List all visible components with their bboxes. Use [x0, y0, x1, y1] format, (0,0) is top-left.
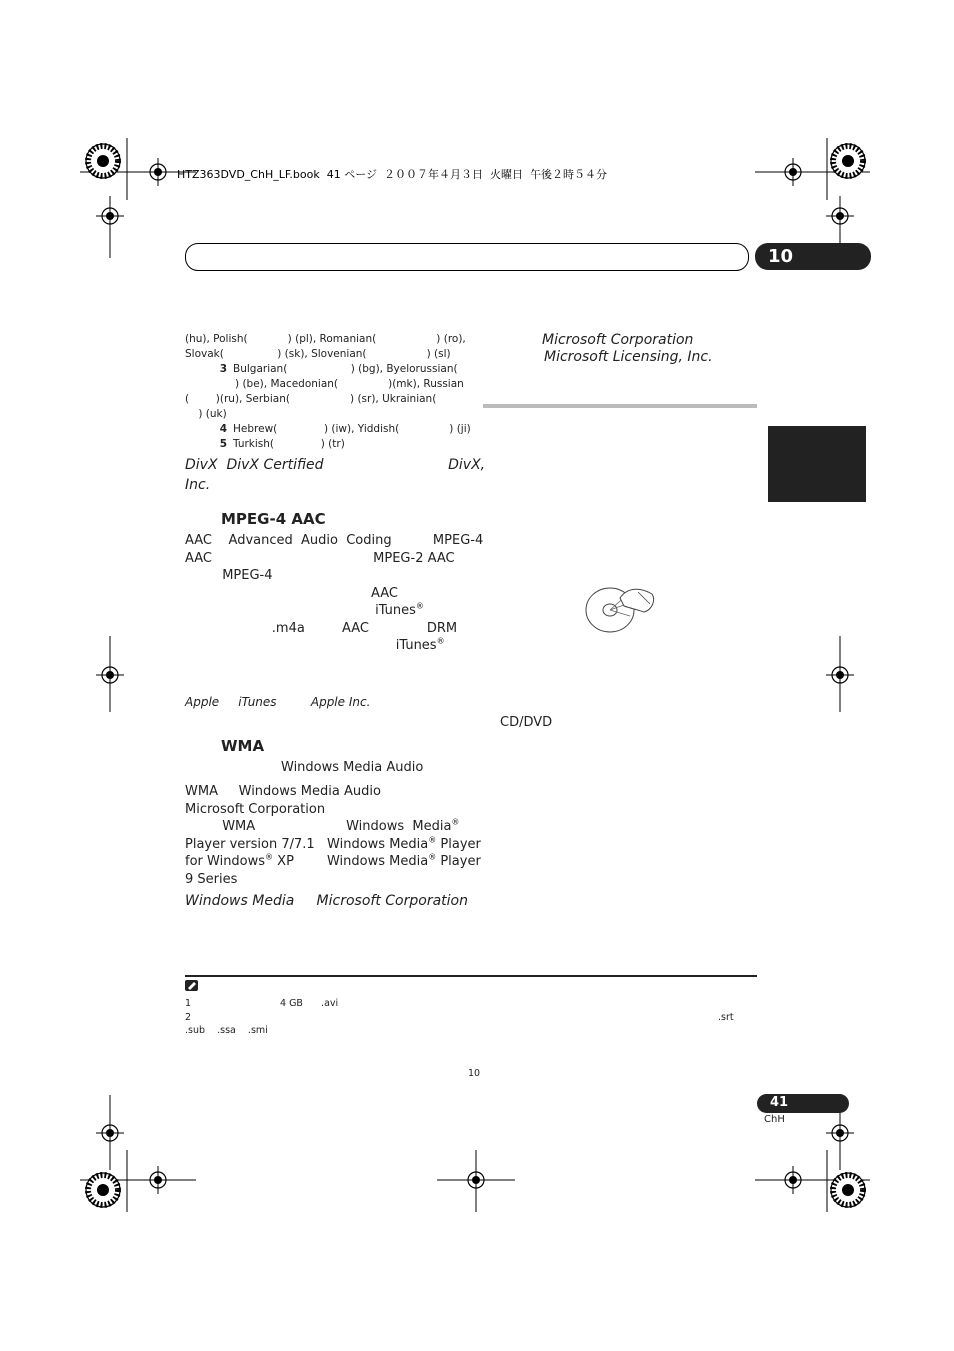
lang-line: Turkish( ) (tr)	[233, 438, 345, 450]
lang-line: Slovak( ) (sk), Slovenian( ) (sl)	[185, 348, 451, 360]
wma-line: 9 Series	[185, 871, 238, 887]
divx-trademark-line: Inc.	[185, 477, 211, 493]
aac-line: iTunes	[185, 603, 416, 618]
footer-chapter: 10	[468, 1068, 481, 1079]
registered-mark: ®	[428, 852, 437, 862]
lang-line: (hu), Polish( ) (pl), Romanian( ) (ro),	[185, 333, 466, 345]
lang-group-number: 5	[219, 438, 227, 450]
wma-line: XP Windows Media	[273, 854, 429, 869]
chapter-number: 10	[768, 246, 794, 267]
lang-group-number: 4	[219, 423, 227, 435]
page-language-code: ChH	[764, 1114, 785, 1125]
note-number: 2	[185, 1012, 192, 1023]
lang-line: Bulgarian( ) (bg), Byelorussian(	[233, 363, 458, 375]
aac-heading: MPEG-4 AAC	[221, 510, 326, 528]
note-text: 4 GB .avi	[280, 998, 339, 1009]
page-number: 41	[770, 1095, 789, 1110]
lang-line: ) (be), Macedonian( )(mk), Russian	[215, 378, 464, 390]
wma-line: Player	[436, 836, 481, 852]
lang-line: Hebrew( ) (iw), Yiddish( ) (ji)	[233, 423, 471, 435]
disc-cleaning-icon	[580, 580, 660, 640]
aac-line: AAC MPEG-2 AAC	[185, 550, 455, 566]
aac-line: iTunes	[185, 638, 437, 653]
note-number: 1	[185, 998, 192, 1009]
wma-heading: WMA	[221, 737, 265, 755]
registered-mark: ®	[265, 852, 274, 862]
wma-line: for Windows	[185, 854, 266, 869]
registered-mark: ®	[436, 636, 445, 646]
microsoft-line: Microsoft Licensing, Inc.	[544, 349, 713, 365]
wma-line: WMA Windows Media Audio	[185, 784, 381, 799]
wma-subtitle: Windows Media Audio	[281, 760, 424, 775]
aac-paragraph	[185, 532, 483, 655]
note-text: .srt	[718, 1012, 734, 1023]
side-language-tab	[768, 426, 866, 502]
registered-mark: ®	[415, 601, 424, 611]
section-divider	[483, 404, 757, 408]
wma-line: Microsoft Corporation	[185, 801, 326, 817]
note-text: .sub .ssa .smi	[185, 1025, 268, 1036]
language-code-list	[185, 332, 471, 452]
page-number-badge	[757, 1094, 849, 1113]
lang-line: ( )(ru), Serbian( ) (sr), Ukrainian(	[185, 393, 437, 405]
cd-dvd-label: CD/DVD	[500, 715, 553, 730]
aac-line: AAC	[185, 585, 398, 601]
wma-line: Player	[436, 854, 481, 869]
chapter-number-badge	[755, 243, 871, 270]
registered-mark: ®	[428, 835, 437, 845]
book-header: HTZ363DVD_ChH_LF.book 41 ページ ２００７年４月３日 火曜日 午後２時５４分	[177, 168, 607, 181]
lang-line: ) (uk)	[185, 408, 227, 420]
chapter-title-bar	[185, 243, 749, 271]
note-icon	[185, 980, 198, 991]
wma-line: WMA Windows Media	[185, 819, 452, 834]
aac-line: .m4a AAC DRM	[185, 620, 458, 636]
aac-line: MPEG-4	[185, 568, 273, 583]
divx-trademark-line: DivX DivX Certified DivX,	[185, 457, 486, 473]
wma-line: Player version 7/7.1 Windows Media	[185, 836, 429, 852]
apple-trademark-line: Apple iTunes Apple Inc.	[185, 695, 371, 709]
windows-media-trademark-line: Windows Media Microsoft Corporation	[185, 893, 468, 909]
microsoft-line: Microsoft Corporation	[542, 332, 694, 348]
aac-line: AAC Advanced Audio Coding MPEG-4	[185, 533, 484, 548]
wma-paragraph	[185, 783, 481, 888]
lang-group-number: 3	[219, 363, 227, 375]
registered-mark: ®	[451, 817, 460, 827]
notes-rule	[185, 975, 757, 977]
